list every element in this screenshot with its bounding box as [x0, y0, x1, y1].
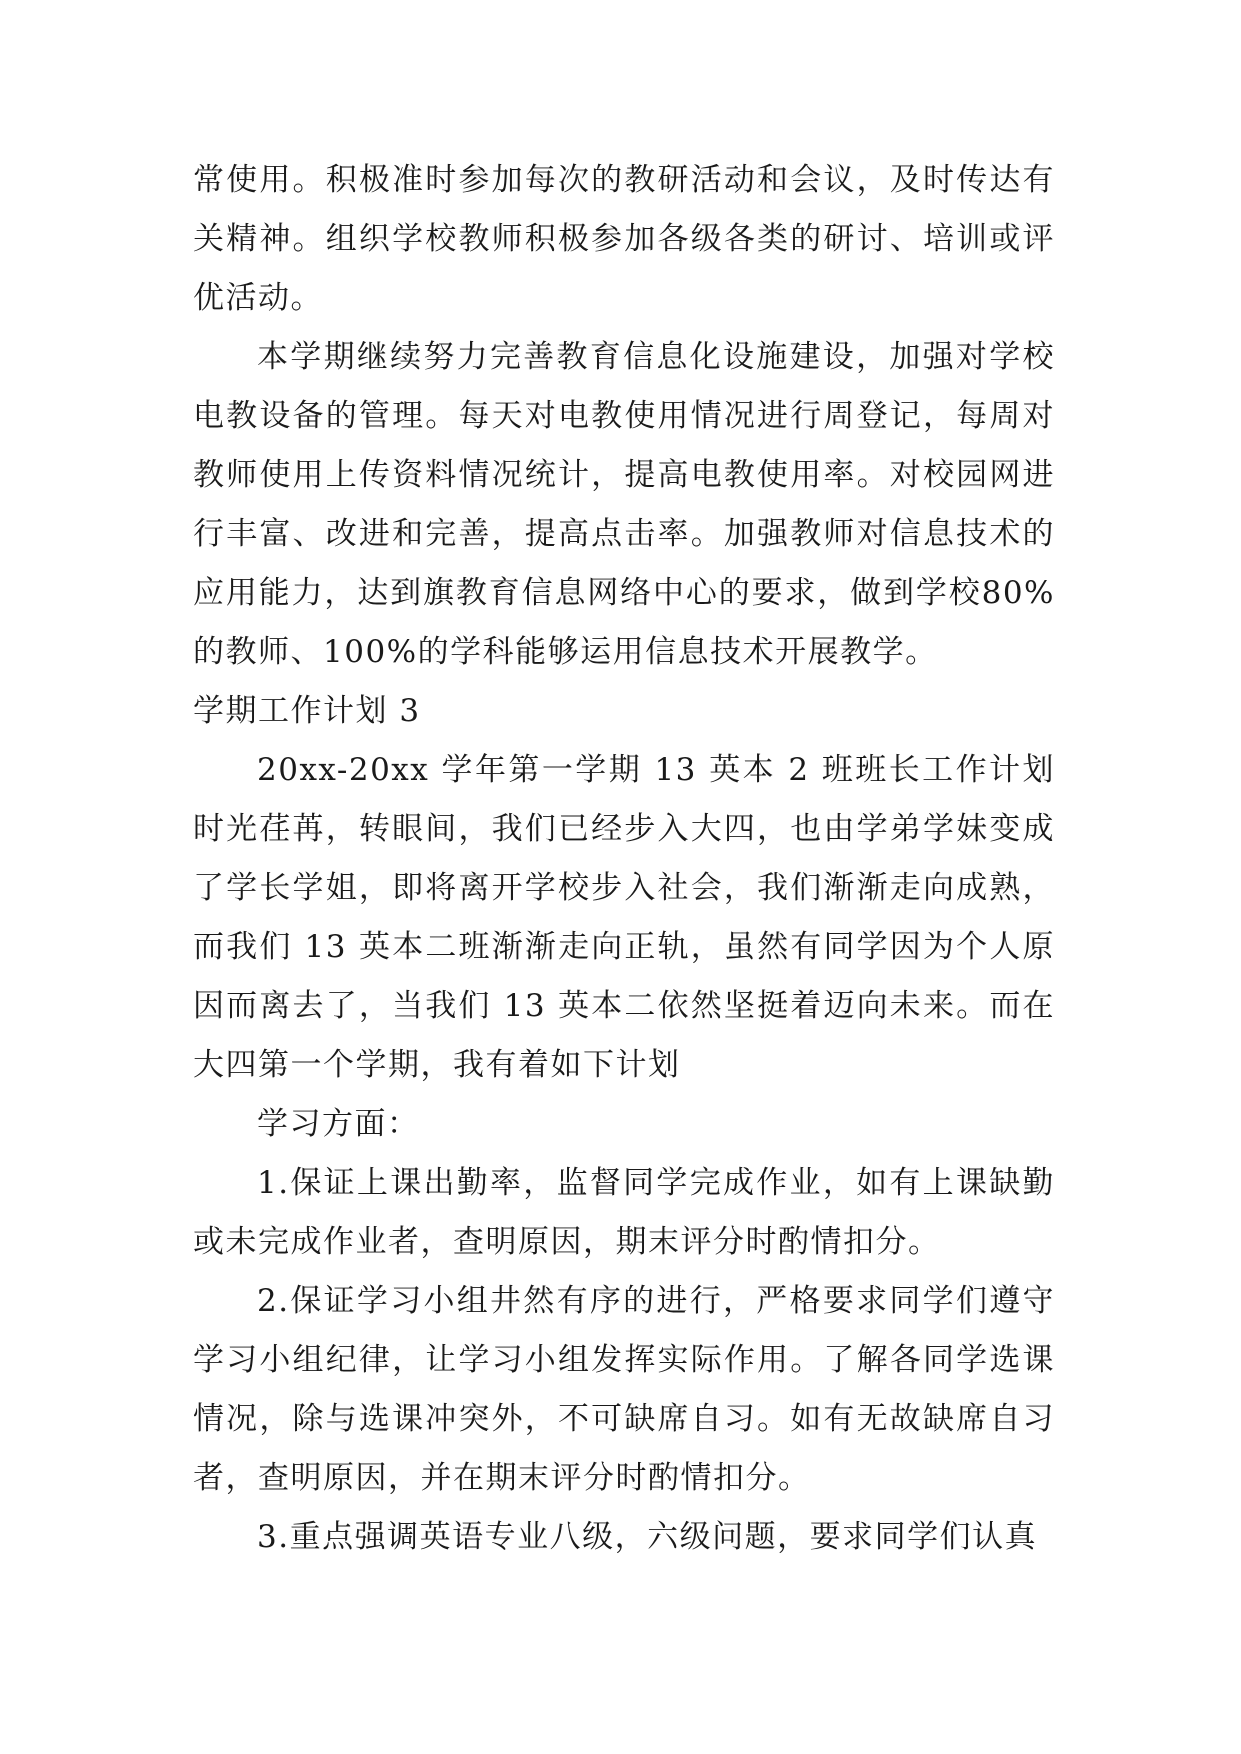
- section-heading: 学期工作计划 3: [193, 693, 421, 729]
- paragraph-item-1: 1.保证上课出勤率，监督同学完成作业，如有上课缺勤或未完成作业者，查明原因，期末评分时酌情扣分。: [193, 1165, 1055, 1260]
- paragraph-item-3: 3.重点强调英语专业八级，六级问题，要求同学们认真: [257, 1519, 1038, 1555]
- paragraph-continuation: 常使用。积极准时参加每次的教研活动和会议，及时传达有关精神。组织学校教师积极参加各级各类的研讨、培训或评优活动。: [193, 162, 1055, 316]
- paragraph-item-2: 2.保证学习小组井然有序的进行，严格要求同学们遵守学习小组纪律，让学习小组发挥实际作用。了解各同学选课情况，除与选课冲突外，不可缺席自习。如有无故缺席自习者，查明原因，并在期末评分时酌情扣分。: [193, 1283, 1055, 1496]
- document-page: [193, 151, 1055, 1567]
- paragraph-it-construction: 本学期继续努力完善教育信息化设施建设，加强对学校电教设备的管理。每天对电教使用情况进行周登记，每周对教师使用上传资料情况统计，提高电教使用率。对校园网进行丰富、改进和完善，提高点击率。加强教师对信息技术的应用能力，达到旗教育信息网络中心的要求，做到学校80%的教师、100%的学科能够运用信息技术开展教学。: [193, 339, 1055, 670]
- paragraph-intro: 20xx-20xx 学年第一学期 13 英本 2 班班长工作计划 时光荏苒，转眼间，我们已经步入大四，也由学弟学妹变成了学长学姐，即将离开学校步入社会，我们渐渐走向成熟，而我们 13 英本二班渐渐走向正轨，虽然有同学因为个人原因而离去了，当我们 13 英本二依然坚挺着迈向未来。而在大四第一个学期，我有着如下计划: [193, 752, 1055, 1083]
- paragraph-study-heading: 学习方面：: [257, 1106, 420, 1142]
